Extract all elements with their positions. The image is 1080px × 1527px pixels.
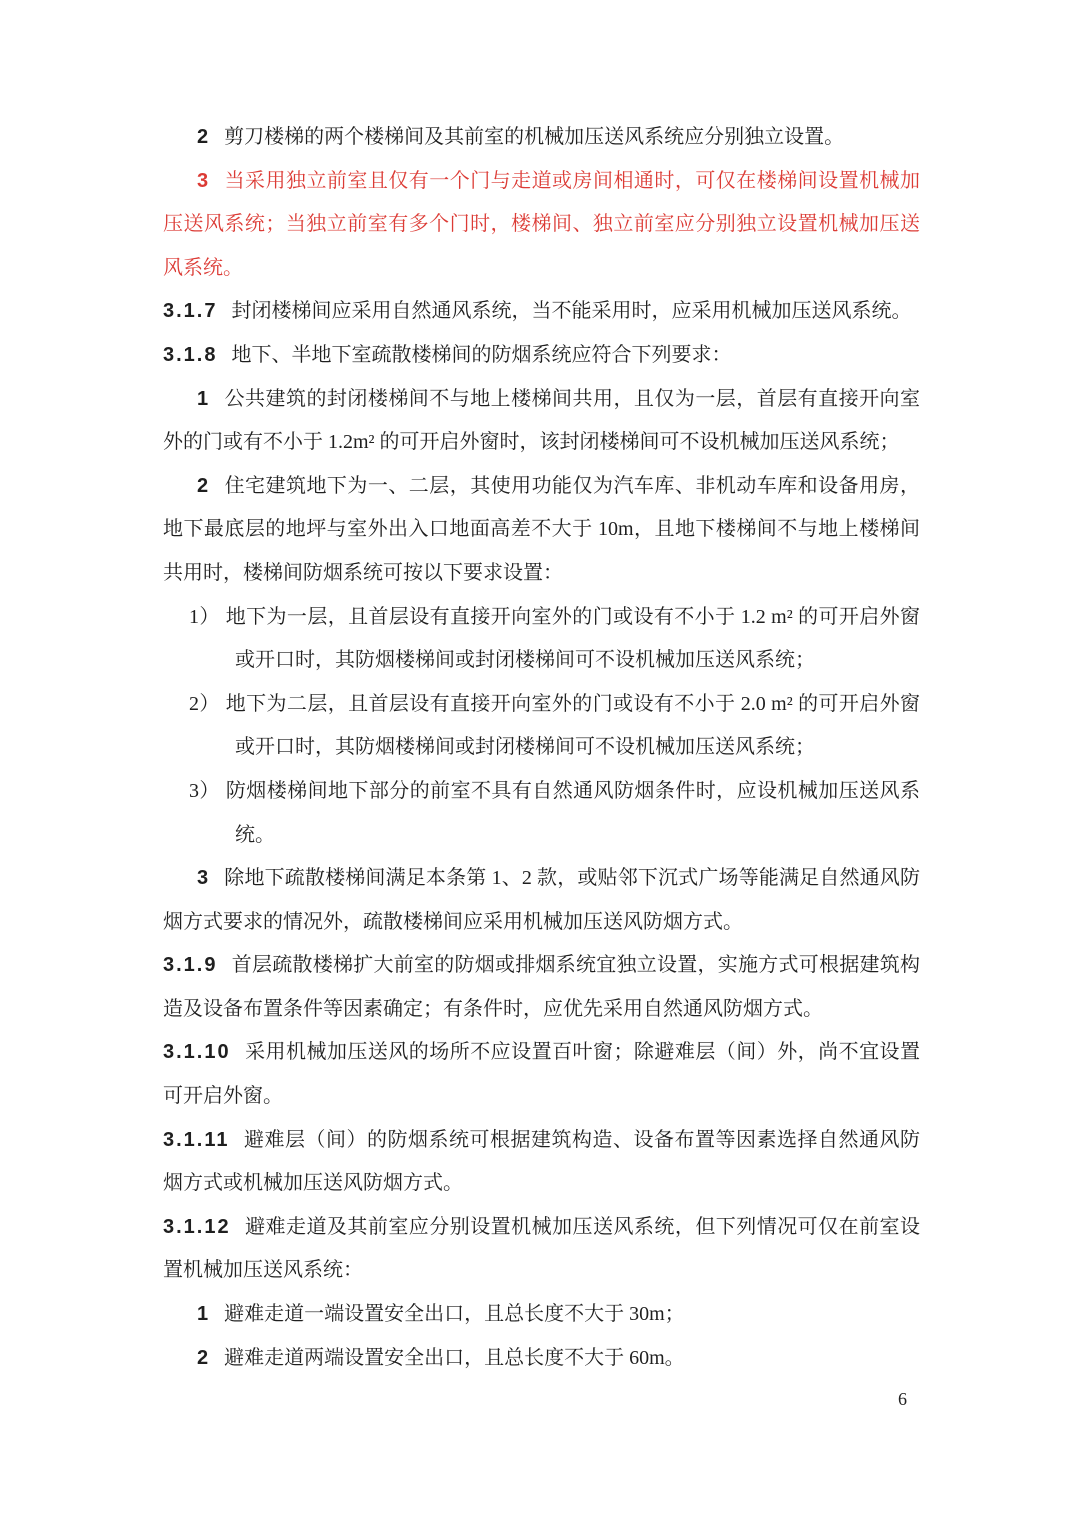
document-body (163, 116, 920, 1380)
list-item-clause (163, 160, 920, 291)
clause-number: 1） (189, 605, 220, 628)
clause-text: 防烟楼梯间地下部分的前室不具有自然通风防烟条件时，应设机械加压送风系统。 (225, 779, 921, 846)
page-number: 6 (898, 1389, 907, 1409)
clause-text: 避难走道一端设置安全出口，且总长度不大于 30m； (224, 1303, 685, 1326)
clause-text: 地下为二层，且首层设有直接开向室外的门或设有不小于 2.0 m² 的可开启外窗或开口时，其防烟楼梯间或封闭楼梯间可不设机械加压送风系统； (225, 692, 921, 759)
clause-text: 住宅建筑地下为一、二层，其使用功能仅为汽车库、非机动车库和设备用房，地下最底层的地坪与室外出入口地面高差不大于 10m，且地下楼梯间不与地上楼梯间共用时，楼梯间防烟系统可按以下要求设置： (163, 474, 920, 584)
section-clause (163, 1031, 920, 1118)
clause-number: 3.1.8 (163, 343, 218, 366)
section-clause (163, 1119, 920, 1206)
clause-text: 首层疏散楼梯扩大前室的防烟或排烟系统宜独立设置，实施方式可根据建筑构造及设备布置条件等因素确定；有条件时，应优先采用自然通风防烟方式。 (163, 954, 920, 1020)
list-item-clause (163, 116, 920, 160)
clause-number: 3.1.9 (163, 954, 218, 977)
clause-number: 1 (197, 387, 211, 410)
clause-number: 3.1.11 (163, 1128, 230, 1151)
list-item-clause (163, 1337, 920, 1381)
clause-text: 公共建筑的封闭楼梯间不与地上楼梯间共用，且仅为一层，首层有直接开向室外的门或有不小于 1.2m² 的可开启外窗时，该封闭楼梯间可不设机械加压送风系统； (163, 387, 920, 454)
clause-text: 避难走道两端设置安全出口，且总长度不大于 60m。 (224, 1346, 685, 1369)
clause-text: 除地下疏散楼梯间满足本条第 1、2 款，或贴邻下沉式广场等能满足自然通风防烟方式要求的情况外，疏散楼梯间应采用机械加压送风防烟方式。 (163, 867, 920, 933)
list-item-clause (163, 1293, 920, 1337)
list-item-clause (163, 683, 920, 770)
clause-number: 3 (197, 867, 211, 890)
clause-text: 封闭楼梯间应采用自然通风系统，当不能采用时，应采用机械加压送风系统。 (231, 300, 912, 323)
clause-number: 2 (197, 1346, 211, 1369)
clause-number: 3） (189, 779, 220, 802)
list-item-clause (163, 465, 920, 596)
section-clause (163, 944, 920, 1031)
clause-text: 避难走道及其前室应分别设置机械加压送风系统，但下列情况可仅在前室设置机械加压送风系统： (163, 1215, 920, 1282)
clause-text: 地下、半地下室疏散楼梯间的防烟系统应符合下列要求： (231, 343, 732, 366)
clause-text: 地下为一层，且首层设有直接开向室外的门或设有不小于 1.2 m² 的可开启外窗或开口时，其防烟楼梯间或封闭楼梯间可不设机械加压送风系统； (225, 605, 921, 672)
section-clause (163, 1206, 920, 1293)
list-item-clause (163, 378, 920, 465)
list-item-clause (163, 770, 920, 857)
list-item-clause (163, 857, 920, 944)
section-clause (163, 334, 920, 378)
clause-number: 2 (197, 474, 211, 497)
clause-number: 2 (197, 126, 211, 148)
clause-number: 3.1.7 (163, 300, 218, 323)
clause-number: 1 (197, 1303, 211, 1326)
clause-number: 3.1.10 (163, 1041, 231, 1064)
section-clause (163, 290, 920, 334)
list-item-clause (163, 596, 920, 683)
clause-text: 采用机械加压送风的场所不应设置百叶窗；除避难层（间）外，尚不宜设置可开启外窗。 (163, 1041, 920, 1108)
clause-text: 剪刀楼梯的两个楼梯间及其前室的机械加压送风系统应分别独立设置。 (224, 126, 845, 148)
clause-text: 避难层（间）的防烟系统可根据建筑构造、设备布置等因素选择自然通风防烟方式或机械加压送风防烟方式。 (163, 1128, 920, 1195)
clause-number: 3 (197, 169, 211, 192)
clause-number: 2） (189, 692, 220, 715)
clause-number: 3.1.12 (163, 1215, 231, 1238)
clause-text: 当采用独立前室且仅有一个门与走道或房间相通时，可仅在楼梯间设置机械加压送风系统；当独立前室有多个门时，楼梯间、独立前室应分别独立设置机械加压送风系统。 (163, 169, 920, 279)
